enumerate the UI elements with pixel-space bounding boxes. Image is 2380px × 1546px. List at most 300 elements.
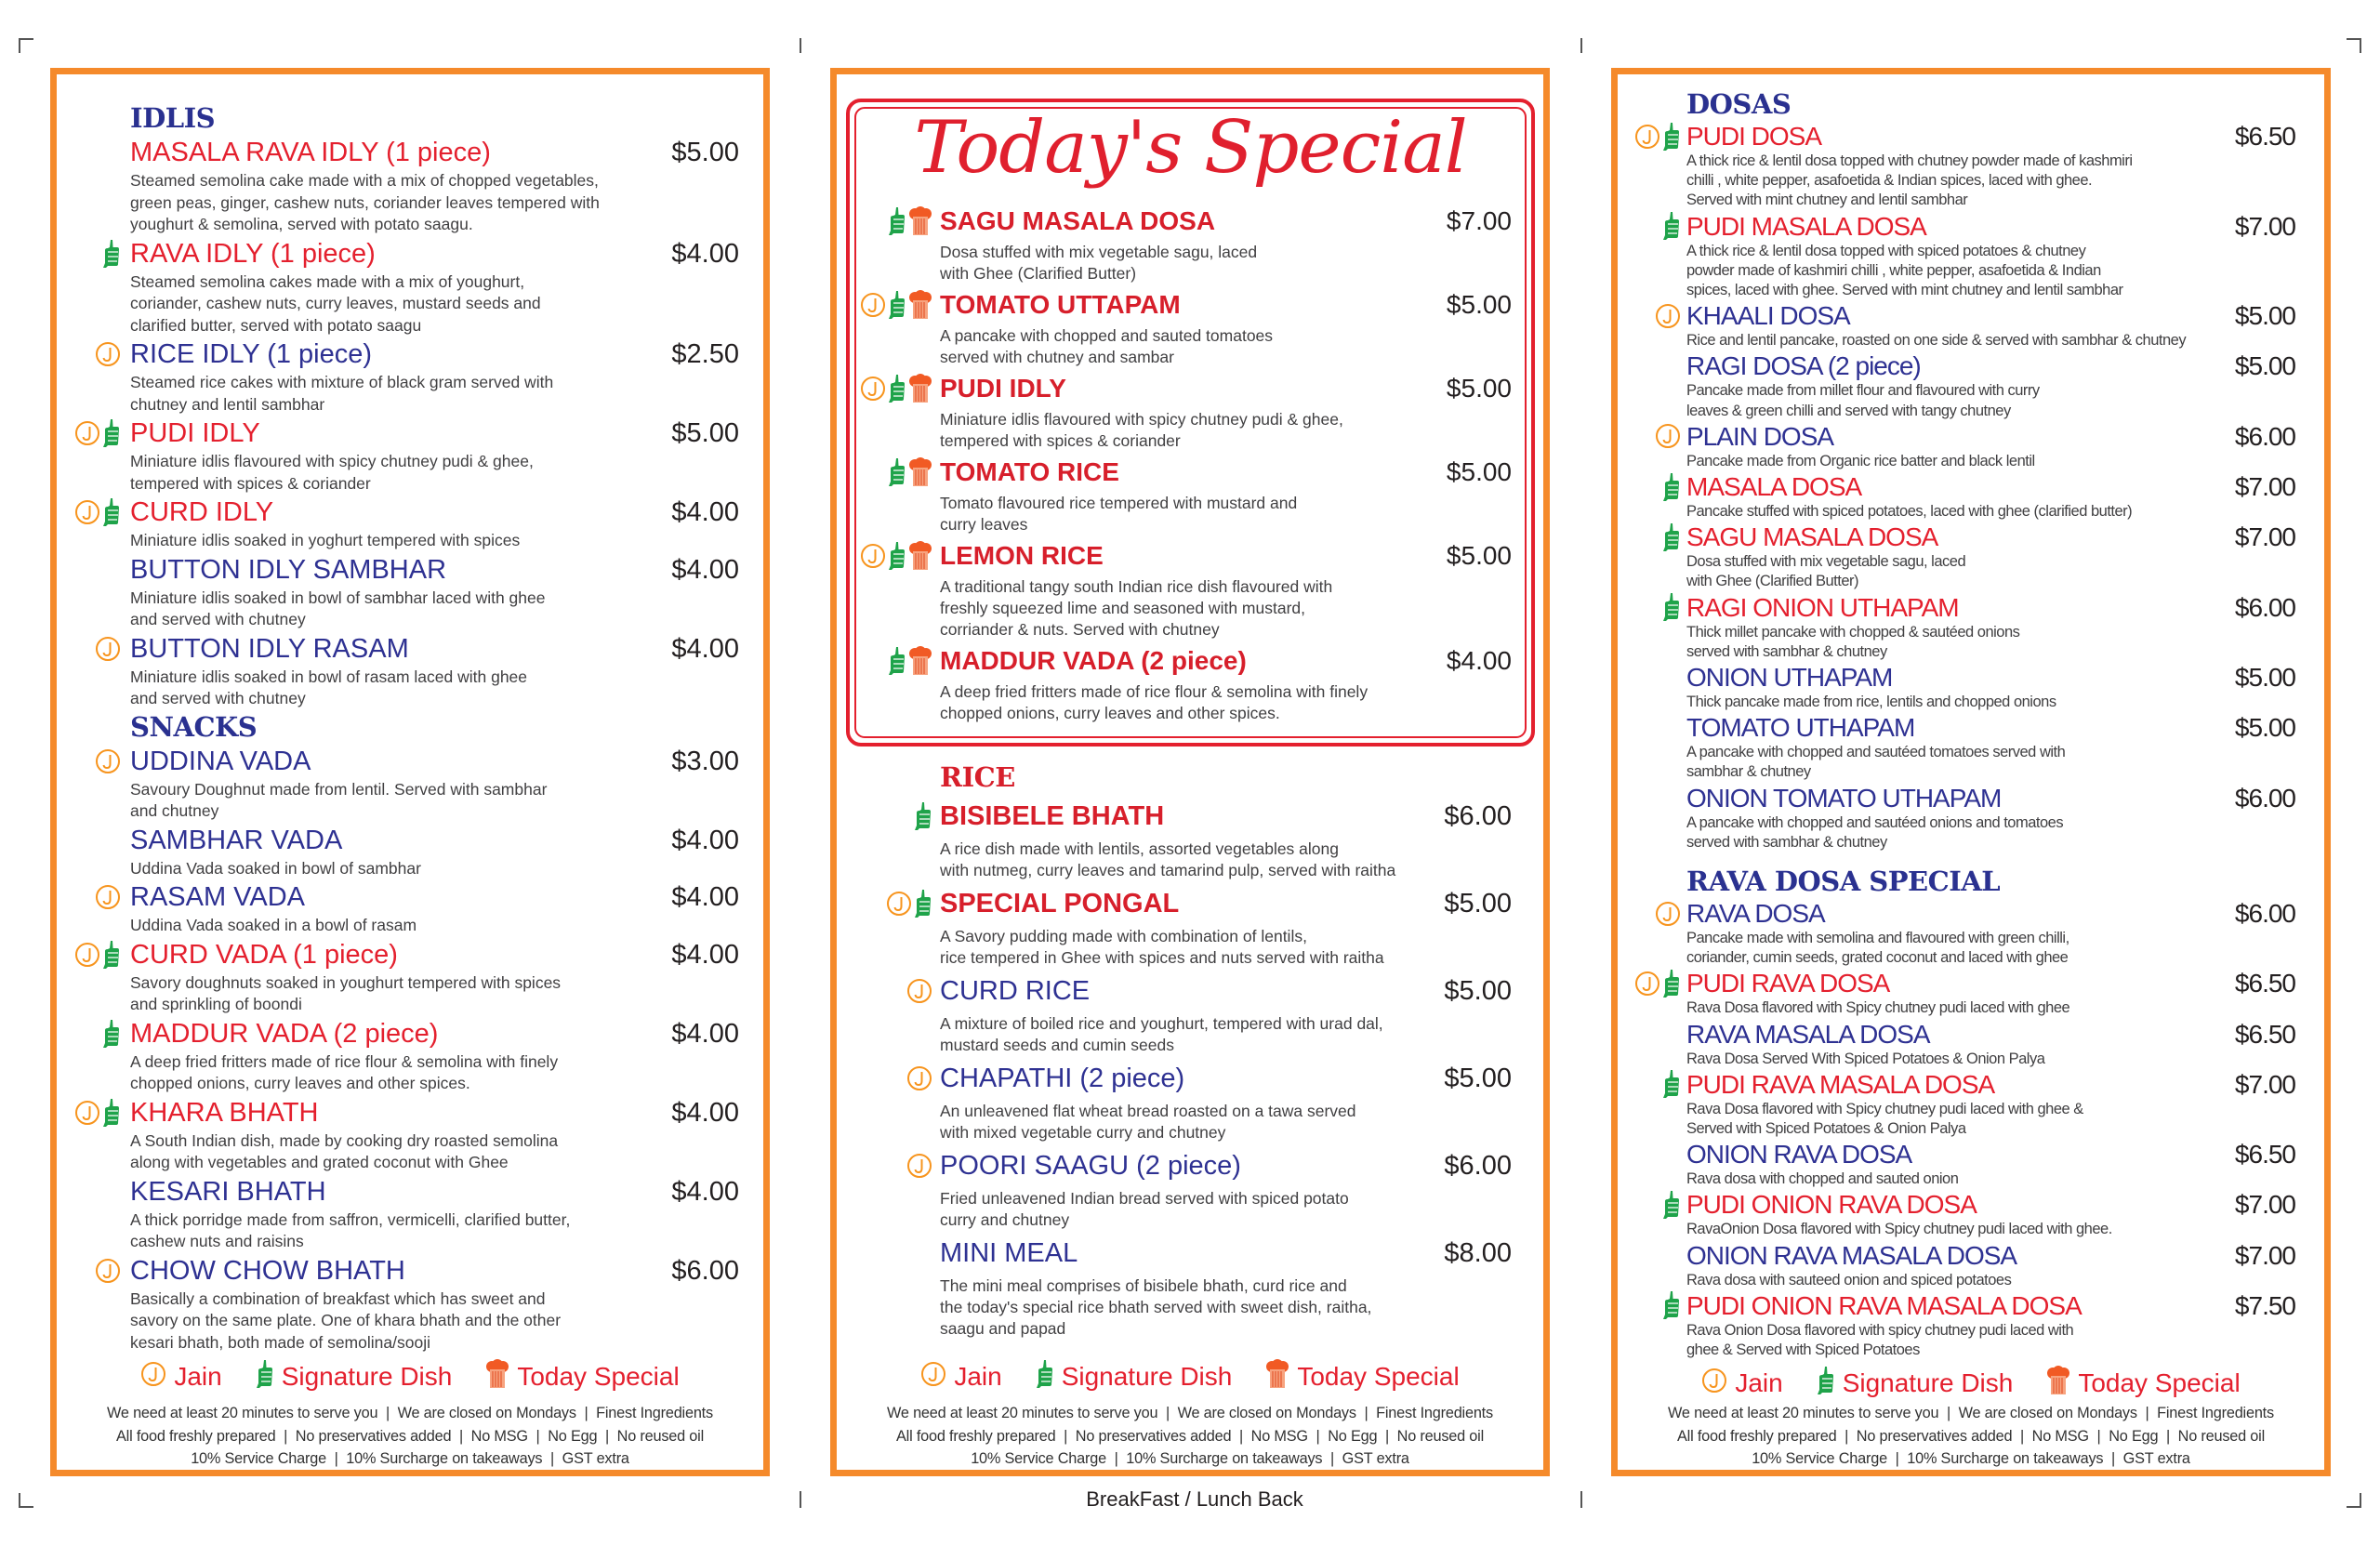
item-description: Rava Dosa flavored with Spicy chutney pudi laced with ghee bbox=[1686, 999, 2070, 1017]
item-icons bbox=[914, 794, 932, 839]
item-price: $2.50 bbox=[671, 339, 739, 369]
item-price: $7.00 bbox=[2234, 1069, 2295, 1099]
thumbs-up-icon bbox=[888, 206, 906, 236]
section-title: DOSAS bbox=[1686, 88, 1792, 120]
item-price: $6.00 bbox=[2234, 783, 2295, 813]
thumbs-up-icon bbox=[1662, 472, 1681, 502]
item-price: $4.00 bbox=[671, 633, 739, 664]
menu-item bbox=[940, 535, 1512, 641]
item-description: Rava dosa with chopped and sauted onion bbox=[1686, 1170, 1959, 1188]
item-icons bbox=[1655, 421, 1681, 452]
item-price: $7.00 bbox=[2234, 522, 2295, 552]
item-description: Uddina Vada soaked in a bowl of rasam bbox=[130, 916, 417, 934]
footer-notes bbox=[837, 1402, 1543, 1471]
item-name: PUDI IDLY bbox=[940, 374, 1066, 403]
jain-icon bbox=[1655, 423, 1681, 449]
legend-label: Jain bbox=[1735, 1368, 1783, 1397]
item-description: A traditional tangy south Indian rice dish flavoured with bbox=[940, 577, 1333, 596]
legend-label: Today Special bbox=[1297, 1362, 1460, 1391]
jain-icon bbox=[1655, 303, 1681, 329]
menu-item bbox=[130, 552, 739, 631]
item-description: with nutmeg, curry leaves and tamarind pulp, served with raitha bbox=[940, 861, 1396, 879]
item-description: with Ghee (Clarified Butter) bbox=[940, 264, 1137, 283]
item-icons bbox=[74, 1095, 121, 1130]
item-price: $6.50 bbox=[2234, 1019, 2295, 1049]
item-name: SAMBHAR VADA bbox=[130, 825, 343, 855]
jain-icon bbox=[920, 1361, 946, 1394]
menu-item bbox=[1686, 1019, 2295, 1069]
item-icons bbox=[860, 535, 932, 576]
item-price: $5.00 bbox=[1446, 290, 1512, 319]
item-description: sambhar & chutney bbox=[1686, 763, 1811, 781]
menu-item bbox=[940, 794, 1512, 881]
menu-item bbox=[130, 1095, 739, 1174]
legend-jain bbox=[920, 1361, 1001, 1394]
item-name: MADDUR VADA (2 piece) bbox=[130, 1018, 439, 1049]
menu-item bbox=[1686, 350, 2295, 420]
item-description: tempered with spices & coriander bbox=[940, 431, 1181, 450]
chef-hat-icon bbox=[2046, 1366, 2070, 1402]
menu-item bbox=[130, 1016, 739, 1095]
item-icons bbox=[95, 631, 121, 667]
chef-hat-icon bbox=[1265, 1359, 1289, 1395]
item-name: CURD VADA (1 piece) bbox=[130, 939, 398, 970]
jain-icon bbox=[95, 636, 121, 662]
jain-icon bbox=[95, 341, 121, 367]
item-description: served with sambhar & chutney bbox=[1686, 833, 1887, 851]
menu-item bbox=[130, 495, 739, 552]
thumbs-up-icon bbox=[888, 374, 906, 403]
thumbs-up-icon bbox=[1036, 1359, 1054, 1395]
item-price: $5.00 bbox=[2234, 663, 2295, 693]
menu-item bbox=[940, 641, 1512, 724]
item-description: spices, laced with ghee. Served with mint chutney and lentil sambhar bbox=[1686, 282, 2123, 299]
item-description: Pancake made from millet flour and flavoured with curry bbox=[1686, 382, 2040, 400]
legend-special bbox=[2046, 1366, 2240, 1402]
item-description: Rice and lentil pancake, roasted on one side & served with sambhar & chutney bbox=[1686, 332, 2187, 350]
item-name: PUDI ONION RAVA DOSA bbox=[1686, 1190, 1977, 1220]
item-name: RAVA DOSA bbox=[1686, 899, 1825, 929]
item-icons bbox=[1655, 300, 1681, 331]
item-description: the today's special rice bhath served with sweet dish, raitha, bbox=[940, 1298, 1372, 1316]
item-price: $4.00 bbox=[671, 554, 739, 585]
item-name: CURD RICE bbox=[940, 976, 1091, 1006]
item-icons bbox=[906, 1143, 932, 1188]
item-name: PUDI MASALA DOSA bbox=[1686, 211, 1926, 241]
left-sections bbox=[57, 101, 763, 1354]
item-description: kesari bhath, both made of semolina/sooji bbox=[130, 1332, 430, 1352]
item-price: $4.00 bbox=[671, 1018, 739, 1049]
item-icons bbox=[860, 284, 932, 325]
jain-icon bbox=[886, 891, 912, 917]
item-name: KHARA BHATH bbox=[130, 1097, 319, 1128]
menu-panel-dosas bbox=[1611, 68, 2331, 1476]
item-name: MASALA DOSA bbox=[1686, 472, 1862, 502]
item-description: Steamed rice cakes with mixture of black gram served with bbox=[130, 373, 554, 391]
item-description: A pancake with chopped and sautéed tomatoes served with bbox=[1686, 744, 2066, 761]
item-description: A thick rice & lentil dosa topped with spiced potatoes & chutney bbox=[1686, 242, 2086, 259]
thumbs-up-icon bbox=[888, 457, 906, 487]
item-price: $4.00 bbox=[671, 1097, 739, 1128]
item-description: coriander, cashew nuts, curry leaves, mustard seeds and bbox=[130, 294, 541, 312]
legend-label: Jain bbox=[954, 1362, 1002, 1391]
item-description: mustard seeds and cumin seeds bbox=[940, 1036, 1174, 1054]
item-icons bbox=[1662, 592, 1681, 623]
item-icons bbox=[906, 1056, 932, 1101]
item-description: RavaOnion Dosa flavored with Spicy chutney pudi laced with ghee. bbox=[1686, 1221, 2112, 1238]
chef-hat-icon bbox=[908, 374, 932, 403]
item-description: tempered with spices & coriander bbox=[130, 473, 371, 493]
page-label: BreakFast / Lunch Back bbox=[1086, 1487, 1303, 1511]
item-name: ONION UTHAPAM bbox=[1686, 663, 1893, 693]
item-price: $7.50 bbox=[2234, 1290, 2295, 1320]
section-title: RAVA DOSA SPECIAL bbox=[1686, 865, 2001, 898]
legend-special bbox=[485, 1359, 679, 1395]
jain-icon bbox=[860, 376, 886, 402]
menu-item bbox=[940, 969, 1512, 1056]
legend-signature bbox=[256, 1359, 453, 1395]
item-description: and sprinkling of boondi bbox=[130, 995, 302, 1013]
thumbs-up-icon bbox=[1662, 969, 1681, 998]
menu-section bbox=[130, 710, 739, 1354]
legend bbox=[837, 1358, 1543, 1395]
item-price: $5.00 bbox=[1446, 374, 1512, 403]
item-icons bbox=[1662, 471, 1681, 502]
item-icons bbox=[74, 937, 121, 972]
item-description: savory on the same plate. One of khara bhath and the other bbox=[130, 1311, 562, 1329]
footer-notes bbox=[1618, 1402, 2324, 1471]
menu-item bbox=[940, 1231, 1512, 1340]
menu-item bbox=[940, 1143, 1512, 1231]
thumbs-up-icon bbox=[102, 940, 121, 970]
menu-item bbox=[1686, 121, 2295, 211]
item-price: $4.00 bbox=[671, 825, 739, 855]
thumbs-up-icon bbox=[256, 1359, 274, 1395]
jain-icon bbox=[1701, 1368, 1727, 1400]
legend-label: Today Special bbox=[517, 1362, 680, 1391]
item-name: PUDI RAVA DOSA bbox=[1686, 969, 1890, 998]
item-description: Dosa stuffed with mix vegetable sagu, laced bbox=[1686, 553, 1966, 571]
item-price: $8.00 bbox=[1444, 1238, 1512, 1268]
menu-item bbox=[1686, 1290, 2295, 1360]
thumbs-up-icon bbox=[102, 239, 121, 269]
item-name: TOMATO UTHAPAM bbox=[1686, 713, 1915, 743]
menu-item bbox=[1686, 522, 2295, 591]
menu-item bbox=[1686, 712, 2295, 782]
item-price: $3.00 bbox=[671, 746, 739, 776]
chef-hat-icon bbox=[485, 1359, 509, 1395]
item-name: KHAALI DOSA bbox=[1686, 301, 1850, 331]
item-description: and served with chutney bbox=[130, 689, 306, 707]
item-icons bbox=[1634, 968, 1681, 998]
item-name: UDDINA VADA bbox=[130, 746, 311, 776]
item-description: Basically a combination of breakfast which has sweet and bbox=[130, 1288, 546, 1308]
chef-hat-icon bbox=[908, 206, 932, 236]
menu-section bbox=[130, 101, 739, 710]
item-description: corriander & nuts. Served with chutney bbox=[940, 620, 1220, 639]
menu-item bbox=[130, 744, 739, 823]
footer-line: All food freshly prepared | No preservatives added | No MSG | No Egg | No reused oil bbox=[1677, 1427, 2265, 1445]
item-description: Savory doughnuts soaked in youghurt tempered with spices bbox=[130, 972, 562, 992]
item-description: clarified butter, served with potato saagu bbox=[130, 315, 422, 335]
legend bbox=[57, 1358, 763, 1395]
menu-item bbox=[1686, 1069, 2295, 1139]
item-icons bbox=[95, 744, 121, 779]
item-name: RAGI ONION UTHAPAM bbox=[1686, 592, 1959, 622]
item-description: Rava dosa with sauteed onion and spiced potatoes bbox=[1686, 1271, 2012, 1288]
thumbs-up-icon bbox=[102, 418, 121, 448]
jain-icon bbox=[74, 942, 100, 968]
menu-item bbox=[130, 416, 739, 495]
thumbs-up-icon bbox=[914, 889, 932, 918]
item-description: A thick porridge made from saffron, vermicelli, clarified butter, bbox=[130, 1209, 571, 1229]
menu-item bbox=[130, 236, 739, 337]
item-price: $4.00 bbox=[671, 497, 739, 527]
item-price: $6.50 bbox=[2234, 122, 2295, 151]
item-price: $5.00 bbox=[671, 138, 739, 167]
item-description: cashew nuts and raisins bbox=[130, 1232, 304, 1250]
item-icons bbox=[1662, 1069, 1681, 1100]
item-description: freshly squeezed lime and seasoned with mustard, bbox=[940, 599, 1305, 617]
menu-item bbox=[130, 135, 739, 236]
item-description: A rice dish made with lentils, assorted vegetables along bbox=[940, 839, 1339, 858]
item-description: coriander, cumin seeds, grated coconut and laced with ghee bbox=[1686, 949, 2069, 967]
item-name: BISIBELE BHATH bbox=[940, 801, 1165, 831]
item-price: $5.00 bbox=[2234, 713, 2295, 743]
jain-icon bbox=[74, 499, 100, 525]
thumbs-up-icon bbox=[1817, 1366, 1835, 1402]
item-icons bbox=[1655, 898, 1681, 929]
item-description: A Savory pudding made with combination of lentils, bbox=[940, 927, 1307, 945]
item-description: Served with Spiced Potatoes & Onion Palya bbox=[1686, 1120, 1966, 1138]
menu-item bbox=[940, 368, 1512, 452]
item-description: A pancake with chopped and sautéed onions and tomatoes bbox=[1686, 813, 2064, 831]
item-icons bbox=[1662, 522, 1681, 552]
item-icons bbox=[860, 368, 932, 409]
menu-item bbox=[1686, 968, 2295, 1018]
item-name: POORI SAAGU (2 piece) bbox=[940, 1151, 1241, 1181]
item-description: curry and chutney bbox=[940, 1210, 1070, 1229]
menu-item bbox=[130, 631, 739, 710]
thumbs-up-icon bbox=[888, 646, 906, 676]
section-title: IDLIS bbox=[130, 102, 216, 134]
chef-hat-icon bbox=[908, 541, 932, 571]
item-icons bbox=[888, 201, 932, 242]
jain-icon bbox=[95, 1258, 121, 1284]
jain-icon bbox=[906, 978, 932, 1004]
jain-icon bbox=[906, 1153, 932, 1179]
item-description: Miniature idlis flavoured with spicy chutney pudi & ghee, bbox=[940, 410, 1343, 429]
item-price: $6.00 bbox=[2234, 592, 2295, 622]
item-name: KESARI BHATH bbox=[130, 1176, 326, 1207]
item-icons bbox=[1634, 121, 1681, 152]
item-description: Dosa stuffed with mix vegetable sagu, laced bbox=[940, 243, 1258, 261]
item-description: green peas, ginger, cashew nuts, coriander leaves tempered with bbox=[130, 192, 600, 212]
footer-line: 10% Service Charge | 10% Surcharge on takeaways | GST extra bbox=[191, 1450, 629, 1467]
item-description: and chutney bbox=[130, 801, 219, 820]
thumbs-up-icon bbox=[1662, 122, 1681, 152]
item-description: Pancake made from Organic rice batter and black lentil bbox=[1686, 452, 2035, 469]
menu-item bbox=[940, 201, 1512, 284]
item-description: served with sambhar & chutney bbox=[1686, 642, 1887, 660]
fold-mark bbox=[800, 38, 801, 53]
jain-icon bbox=[74, 420, 100, 446]
item-price: $6.00 bbox=[2234, 421, 2295, 451]
item-description: Miniature idlis soaked in bowl of sambhar laced with ghee bbox=[130, 588, 546, 607]
item-icons bbox=[888, 452, 932, 493]
thumbs-up-icon bbox=[102, 1098, 121, 1128]
legend-label: Today Special bbox=[2078, 1368, 2241, 1397]
item-description: A South Indian dish, made by cooking dry roasted semolina bbox=[130, 1130, 559, 1150]
item-name: RAGI DOSA (2 piece) bbox=[1686, 351, 1921, 381]
item-price: $7.00 bbox=[2234, 1240, 2295, 1270]
item-price: $4.00 bbox=[671, 1176, 739, 1207]
item-price: $5.00 bbox=[1446, 457, 1512, 486]
item-price: $6.00 bbox=[1444, 1151, 1512, 1181]
item-icons bbox=[1662, 211, 1681, 242]
item-description: Miniature idlis flavoured with spicy chutney pudi & ghee, bbox=[130, 452, 534, 470]
item-name: MINI MEAL bbox=[940, 1238, 1078, 1268]
crop-mark bbox=[19, 38, 33, 40]
item-price: $5.00 bbox=[2234, 301, 2295, 331]
item-name: ONION RAVA MASALA DOSA bbox=[1686, 1240, 2017, 1270]
menu-panel-idlis-snacks bbox=[50, 68, 770, 1476]
item-description: An unleavened flat wheat bread roasted on a tawa served bbox=[940, 1102, 1356, 1120]
legend-label: Signature Dish bbox=[1061, 1362, 1233, 1391]
item-price: $4.00 bbox=[671, 882, 739, 912]
item-icons bbox=[74, 495, 121, 530]
thumbs-up-icon bbox=[1662, 592, 1681, 622]
item-description: chopped onions, curry leaves and other spices. bbox=[940, 704, 1280, 722]
menu-item bbox=[1686, 471, 2295, 522]
menu-item bbox=[940, 1056, 1512, 1143]
item-name: RICE IDLY (1 piece) bbox=[130, 339, 373, 369]
item-price: $4.00 bbox=[671, 939, 739, 970]
menu-item bbox=[1686, 1240, 2295, 1290]
jain-icon bbox=[860, 292, 886, 318]
menu-item bbox=[130, 879, 739, 937]
menu-item bbox=[940, 284, 1512, 368]
menu-item bbox=[1686, 211, 2295, 301]
item-price: $6.00 bbox=[2234, 899, 2295, 929]
item-price: $7.00 bbox=[1446, 206, 1512, 235]
jain-icon bbox=[140, 1361, 166, 1394]
item-price: $5.00 bbox=[2234, 351, 2295, 381]
item-description: and served with chutney bbox=[130, 610, 306, 628]
thumbs-up-icon bbox=[1662, 1069, 1681, 1099]
item-description: A deep fried fritters made of rice flour & semolina with finely bbox=[940, 682, 1368, 701]
menu-item bbox=[130, 1174, 739, 1253]
todays-special-box bbox=[846, 99, 1535, 747]
menu-item bbox=[130, 937, 739, 1016]
item-icons bbox=[74, 416, 121, 451]
section-title: RICE bbox=[940, 761, 1015, 793]
menu-item bbox=[1686, 783, 2295, 852]
item-description: A thick rice & lentil dosa topped with chutney powder made of kashmiri bbox=[1686, 152, 2133, 169]
item-description: ghee & Served with Spiced Potatoes bbox=[1686, 1341, 1920, 1359]
footer-line: 10% Service Charge | 10% Surcharge on takeaways | GST extra bbox=[971, 1450, 1409, 1467]
menu-section bbox=[1686, 865, 2295, 1360]
item-price: $7.00 bbox=[2234, 472, 2295, 502]
item-description: Rava Onion Dosa flavored with spicy chutney pudi laced with bbox=[1686, 1321, 2074, 1339]
thumbs-up-icon bbox=[1662, 1290, 1681, 1320]
legend-jain bbox=[140, 1361, 221, 1394]
item-name: RAVA IDLY (1 piece) bbox=[130, 238, 376, 269]
item-price: $7.00 bbox=[2234, 1190, 2295, 1220]
chef-hat-icon bbox=[908, 290, 932, 320]
item-description: Savoury Doughnut made from lentil. Served with sambhar bbox=[130, 779, 548, 799]
item-description: youghurt & semolina, served with potato saagu. bbox=[130, 215, 473, 233]
item-name: MADDUR VADA (2 piece) bbox=[940, 646, 1247, 675]
item-name: LEMON RICE bbox=[940, 541, 1104, 570]
item-name: TOMATO RICE bbox=[940, 457, 1119, 486]
item-description: Thick pancake made from rice, lentils and chopped onions bbox=[1686, 694, 2056, 711]
item-name: SPECIAL PONGAL bbox=[940, 889, 1180, 918]
jain-icon bbox=[1655, 901, 1681, 927]
item-description: Pancake made with semolina and flavoured with green chilli, bbox=[1686, 930, 2069, 947]
item-price: $7.00 bbox=[2234, 211, 2295, 241]
chef-hat-icon bbox=[908, 646, 932, 676]
item-description: saagu and papad bbox=[940, 1319, 1066, 1338]
item-description: along with vegetables and grated coconut with Ghee bbox=[130, 1153, 509, 1171]
todays-special-title: Today's Special bbox=[914, 106, 1467, 190]
item-description: Fried unleavened Indian bread served with spiced potato bbox=[940, 1189, 1349, 1208]
legend-label: Signature Dish bbox=[1842, 1368, 2014, 1397]
item-name: PUDI IDLY bbox=[130, 418, 260, 448]
item-name: CHAPATHI (2 piece) bbox=[940, 1064, 1185, 1093]
menu-item bbox=[1686, 662, 2295, 712]
item-description: served with chutney and sambar bbox=[940, 348, 1174, 366]
item-description: Rava Dosa flavored with Spicy chutney pudi laced with ghee & bbox=[1686, 1100, 2083, 1117]
footer-line: All food freshly prepared | No preservatives added | No MSG | No Egg | No reused oil bbox=[116, 1427, 704, 1445]
item-name: BUTTON IDLY SAMBHAR bbox=[130, 554, 447, 585]
item-description: Tomato flavoured rice tempered with mustard and bbox=[940, 494, 1298, 512]
legend-label: Signature Dish bbox=[281, 1362, 453, 1391]
item-name: ONION TOMATO UTHAPAM bbox=[1686, 783, 2002, 813]
menu-item bbox=[1686, 421, 2295, 471]
todays-special-list bbox=[940, 201, 1512, 724]
item-price: $6.00 bbox=[1444, 801, 1512, 831]
item-description: Steamed semolina cake made with a mix of chopped vegetables, bbox=[130, 171, 599, 190]
menu-item bbox=[1686, 898, 2295, 968]
item-description: leaves & green chilli and served with tangy chutney bbox=[1686, 402, 2011, 419]
legend-signature bbox=[1036, 1359, 1233, 1395]
item-description: rice tempered in Ghee with spices and nuts served with raitha bbox=[940, 948, 1384, 967]
item-description: Thick millet pancake with chopped & sautéed onions bbox=[1686, 623, 2020, 641]
jain-icon bbox=[95, 884, 121, 910]
item-description: Uddina Vada soaked in bowl of sambhar bbox=[130, 858, 421, 878]
item-description: Steamed semolina cakes made with a mix of youghurt, bbox=[130, 271, 525, 291]
item-description: A mixture of boiled rice and youghurt, tempered with urad dal, bbox=[940, 1014, 1383, 1033]
jain-icon bbox=[1634, 971, 1660, 997]
item-name: CURD IDLY bbox=[130, 497, 274, 527]
footer-line: We need at least 20 minutes to serve you | We are closed on Mondays | Finest Ingredients bbox=[887, 1405, 1493, 1421]
item-price: $6.50 bbox=[2234, 969, 2295, 998]
thumbs-up-icon bbox=[102, 1019, 121, 1049]
item-price: $5.00 bbox=[1446, 541, 1512, 570]
thumbs-up-icon bbox=[1662, 211, 1681, 241]
item-name: SAGU MASALA DOSA bbox=[1686, 522, 1938, 552]
item-name: TOMATO UTTAPAM bbox=[940, 290, 1181, 319]
item-price: $6.50 bbox=[2234, 1140, 2295, 1169]
item-icons bbox=[102, 236, 121, 271]
menu-item bbox=[940, 881, 1512, 969]
item-description: The mini meal comprises of bisibele bhath, curd rice and bbox=[940, 1276, 1347, 1295]
item-name: RASAM VADA bbox=[130, 882, 306, 912]
item-icons bbox=[95, 337, 121, 372]
crop-mark bbox=[19, 38, 20, 53]
item-icons bbox=[886, 881, 932, 926]
